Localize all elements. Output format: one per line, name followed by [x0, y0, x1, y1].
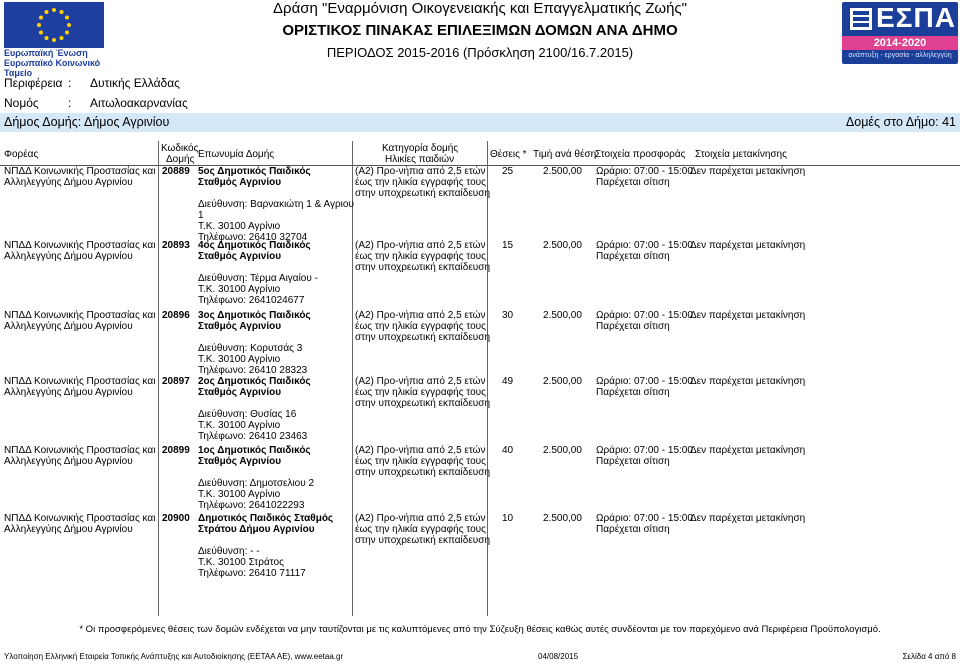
cell-offer-meals: Παρέχεται σίτιση [596, 177, 670, 188]
cell-category-line1: (Α2) Προ-νήπια από 2,5 ετών [355, 240, 486, 251]
header-category-2: Ηλικίες παιδιών [385, 154, 455, 165]
structures-count: Δομές στο Δήμο: 41 [845, 115, 956, 129]
cell-name-line1: 2ος Δημοτικός Παιδικός [198, 376, 311, 387]
cell-price: 2.500,00 [543, 445, 582, 456]
cell-address-line1: Διεύθυνση: - - [198, 546, 260, 557]
cell-postal: Τ.Κ. 30100 Αγρίνιο [198, 489, 281, 500]
cell-phone: Τηλέφωνο: 26410 71117 [198, 568, 306, 579]
cell-phone: Τηλέφωνο: 26410 32704 [198, 232, 308, 243]
cell-offer-hours: Ωράριο: 07:00 - 15:00 [596, 240, 693, 251]
espa-logo-box [842, 2, 958, 64]
eu-flag-logo [4, 2, 104, 48]
cell-name-line2: Σταθμός Αγρινίου [198, 387, 282, 398]
header-transport: Στοιχεία μετακίνησης [695, 149, 787, 160]
cell-category-line3: στην υποχρεωτική εκπαίδευση [355, 467, 490, 478]
cell-offer-meals: Παρέχεται σίτιση [596, 456, 670, 467]
cell-positions: 40 [502, 445, 514, 456]
cell-offer-meals: Παρέχεται σίτιση [596, 321, 670, 332]
region-colon: : [68, 76, 72, 90]
cell-name-line1: 4ος Δημοτικός Παιδικός [198, 240, 311, 251]
header-code-2: Δομής [166, 154, 195, 165]
cell-positions: 25 [502, 166, 514, 177]
eu-stars-icon [4, 2, 104, 48]
header-category-1: Κατηγορία δομής [382, 143, 459, 154]
header-name: Επωνυμία Δομής [198, 149, 275, 160]
document-period: ΠΕΡΙΟΔΟΣ 2015-2016 (Πρόσκληση 2100/16.7.2015) [326, 45, 634, 60]
cell-phone: Τηλέφωνο: 2641022293 [198, 500, 305, 511]
cell-offer-hours: Ωράριο: 07:00 - 15:00 [596, 513, 693, 524]
cell-offer-meals: Παρέχεται σίτιση [596, 251, 670, 262]
cell-name-line2: Σταθμός Αγρινίου [198, 456, 282, 467]
cell-code: 20897 [162, 376, 190, 387]
cell-positions: 15 [502, 240, 514, 251]
footer-company: Υλοποίηση Ελληνική Εταιρεία Τοπικής Ανάπτυξης και Αυτοδιοίκησης (ΕΕΤΑΑ ΑΕ), www.eetaa.gr [4, 652, 344, 661]
cell-body-line1: ΝΠΔΔ Κοινωνικής Προστασίας και [4, 310, 156, 321]
cell-phone: Τηλέφωνο: 2641024677 [198, 295, 305, 306]
cell-category-line1: (Α2) Προ-νήπια από 2,5 ετών [355, 166, 486, 177]
cell-name-line1: 5ος Δημοτικός Παιδικός [198, 166, 311, 177]
cell-body-line1: ΝΠΔΔ Κοινωνικής Προστασίας και [4, 376, 156, 387]
cell-address-line2: 1 [198, 210, 204, 221]
cell-name-line2: Σταθμός Αγρινίου [198, 321, 282, 332]
footnote: * Οι προσφερόμενες θέσεις των δομών ενδέχεται να μην ταυτίζονται με τις καλυπτόμενες από την Σύζευξη θέσεις καθώς αυτές συνδέονται με τον παρεχόμενο ανά Περιφέρεια Προϋπολογισμό. [79, 624, 881, 635]
cell-name-line1: 3ος Δημοτικός Παιδικός [198, 310, 311, 321]
cell-category-line1: (Α2) Προ-νήπια από 2,5 ετών [355, 376, 486, 387]
cell-postal: Τ.Κ. 30100 Στράτος [198, 557, 284, 568]
header-body: Φορέας [4, 149, 39, 160]
espa-logo-text: ΕΣΠΑ [876, 2, 956, 33]
footer-page: Σελίδα 4 από 8 [902, 652, 956, 661]
cell-postal: Τ.Κ. 30100 Αγρίνιο [198, 221, 281, 232]
cell-positions: 30 [502, 310, 514, 321]
cell-transport: Δεν παρέχεται μετακίνηση [690, 376, 806, 387]
cell-offer-hours: Ωράριο: 07:00 - 15:00 [596, 376, 693, 387]
region-value: Δυτικής Ελλάδας [90, 76, 180, 90]
cell-code: 20893 [162, 240, 190, 251]
espa-slogan: ανάπτυξη - εργασία - αλληλεγγύη [848, 52, 952, 59]
table-header [0, 141, 960, 166]
cell-transport: Δεν παρέχεται μετακίνηση [690, 445, 806, 456]
cell-postal: Τ.Κ. 30100 Αγρίνιο [198, 284, 281, 295]
cell-body-line2: Αλληλεγγύης Δήμου Αγρινίου [4, 251, 133, 262]
cell-category-line3: στην υποχρεωτική εκπαίδευση [355, 398, 490, 409]
municipality-label: Δήμος Δομής: Δήμος Αγρινίου [4, 115, 170, 129]
cell-name-line2: Σταθμός Αγρινίου [198, 251, 282, 262]
cell-body-line1: ΝΠΔΔ Κοινωνικής Προστασίας και [4, 513, 156, 524]
cell-code: 20899 [162, 445, 190, 456]
cell-transport: Δεν παρέχεται μετακίνηση [690, 166, 806, 177]
cell-address-line1: Διεύθυνση: Κορυτσάς 3 [198, 343, 303, 354]
espa-years: 2014-2020 [842, 36, 958, 50]
header-positions: Θέσεις * [490, 149, 527, 160]
cell-transport: Δεν παρέχεται μετακίνηση [690, 310, 806, 321]
cell-price: 2.500,00 [543, 240, 582, 251]
prefecture-colon: : [68, 96, 72, 110]
footer-date: 04/08/2015 [538, 652, 579, 661]
cell-phone: Τηλέφωνο: 26410 23463 [198, 431, 308, 442]
cell-body-line1: ΝΠΔΔ Κοινωνικής Προστασίας και [4, 240, 156, 251]
cell-offer-hours: Ωράριο: 07:00 - 15:00 [596, 310, 693, 321]
cell-postal: Τ.Κ. 30100 Αγρίνιο [198, 354, 281, 365]
cell-positions: 49 [502, 376, 514, 387]
cell-body-line2: Αλληλεγγύης Δήμου Αγρινίου [4, 524, 133, 535]
cell-phone: Τηλέφωνο: 26410 28323 [198, 365, 308, 376]
prefecture-label: Νομός [4, 96, 39, 110]
header-price: Τιμή ανά θέση [533, 149, 597, 160]
prefecture-value: Αιτωλοακαρνανίας [90, 96, 188, 110]
cell-offer-meals: Παρέχεται σίτιση [596, 524, 670, 535]
cell-transport: Δεν παρέχεται μετακίνηση [690, 240, 806, 251]
cell-code: 20900 [162, 513, 190, 524]
cell-name-line2: Σταθμός Αγρινίου [198, 177, 282, 188]
municipality-bar [0, 113, 960, 132]
cell-body-line1: ΝΠΔΔ Κοινωνικής Προστασίας και [4, 166, 156, 177]
cell-positions: 10 [502, 513, 514, 524]
cell-address-line1: Διεύθυνση: Θυσίας 16 [198, 409, 297, 420]
cell-category-line3: στην υποχρεωτική εκπαίδευση [355, 535, 490, 546]
cell-category-line1: (Α2) Προ-νήπια από 2,5 ετών [355, 513, 486, 524]
cell-offer-meals: Παρέχεται σίτιση [596, 387, 670, 398]
espa-mark-icon [850, 8, 872, 30]
cell-body-line1: ΝΠΔΔ Κοινωνικής Προστασίας και [4, 445, 156, 456]
header-code-1: Κωδικός [161, 143, 199, 154]
region-label: Περιφέρεια [4, 76, 63, 90]
document-title: Δράση "Εναρμόνιση Οικογενειακής και Επαγγελματικής Ζωής" [273, 0, 687, 17]
column-divider [158, 141, 159, 616]
cell-body-line2: Αλληλεγγύης Δήμου Αγρινίου [4, 456, 133, 467]
cell-category-line1: (Α2) Προ-νήπια από 2,5 ετών [355, 310, 486, 321]
eu-caption-line2: Ευρωπαϊκό Κοινωνικό Ταμείο [4, 58, 101, 78]
cell-price: 2.500,00 [543, 310, 582, 321]
cell-code: 20896 [162, 310, 190, 321]
cell-offer-hours: Ωράριο: 07:00 - 15:00 [596, 445, 693, 456]
cell-name-line1: 1ος Δημοτικός Παιδικός [198, 445, 311, 456]
document-subtitle: ΟΡΙΣΤΙΚΟΣ ΠΙΝΑΚΑΣ ΕΠΙΛΕΞΙΜΩΝ ΔΟΜΩΝ ΑΝΑ ΔΗΜΟ [282, 22, 678, 39]
cell-name-line2: Στράτου Δήμου Αγρινίου [198, 524, 315, 535]
cell-code: 20889 [162, 166, 190, 177]
cell-body-line2: Αλληλεγγύης Δήμου Αγρινίου [4, 321, 133, 332]
cell-category-line2: έως την ηλικία εγγραφής τους [355, 387, 486, 398]
cell-category-line2: έως την ηλικία εγγραφής τους [355, 177, 486, 188]
cell-category-line3: στην υποχρεωτική εκπαίδευση [355, 188, 490, 199]
cell-price: 2.500,00 [543, 513, 582, 524]
cell-body-line2: Αλληλεγγύης Δήμου Αγρινίου [4, 177, 133, 188]
cell-offer-hours: Ωράριο: 07:00 - 15:00 [596, 166, 693, 177]
cell-category-line3: στην υποχρεωτική εκπαίδευση [355, 332, 490, 343]
eu-caption [4, 48, 114, 78]
cell-body-line2: Αλληλεγγύης Δήμου Αγρινίου [4, 387, 133, 398]
cell-price: 2.500,00 [543, 376, 582, 387]
cell-category-line3: στην υποχρεωτική εκπαίδευση [355, 262, 490, 273]
cell-category-line1: (Α2) Προ-νήπια από 2,5 ετών [355, 445, 486, 456]
column-divider [352, 141, 353, 616]
cell-postal: Τ.Κ. 30100 Αγρίνιο [198, 420, 281, 431]
cell-address-line1: Διεύθυνση: Τέρμα Αιγαίου - [198, 273, 318, 284]
cell-transport: Δεν παρέχεται μετακίνηση [690, 513, 806, 524]
cell-price: 2.500,00 [543, 166, 582, 177]
cell-name-line1: Δημοτικός Παιδικός Σταθμός [198, 513, 334, 524]
cell-category-line2: έως την ηλικία εγγραφής τους [355, 524, 486, 535]
header-offer: Στοιχεία προσφοράς [595, 149, 686, 160]
cell-category-line2: έως την ηλικία εγγραφής τους [355, 251, 486, 262]
cell-category-line2: έως την ηλικία εγγραφής τους [355, 456, 486, 467]
cell-address-line1: Διεύθυνση: Βαρνακιώτη 1 & Αγριου [198, 199, 354, 210]
eu-caption-line1: Ευρωπαϊκή Ένωση [4, 48, 88, 58]
cell-address-line1: Διεύθυνση: Δημοτσελιου 2 [198, 478, 315, 489]
cell-category-line2: έως την ηλικία εγγραφής τους [355, 321, 486, 332]
